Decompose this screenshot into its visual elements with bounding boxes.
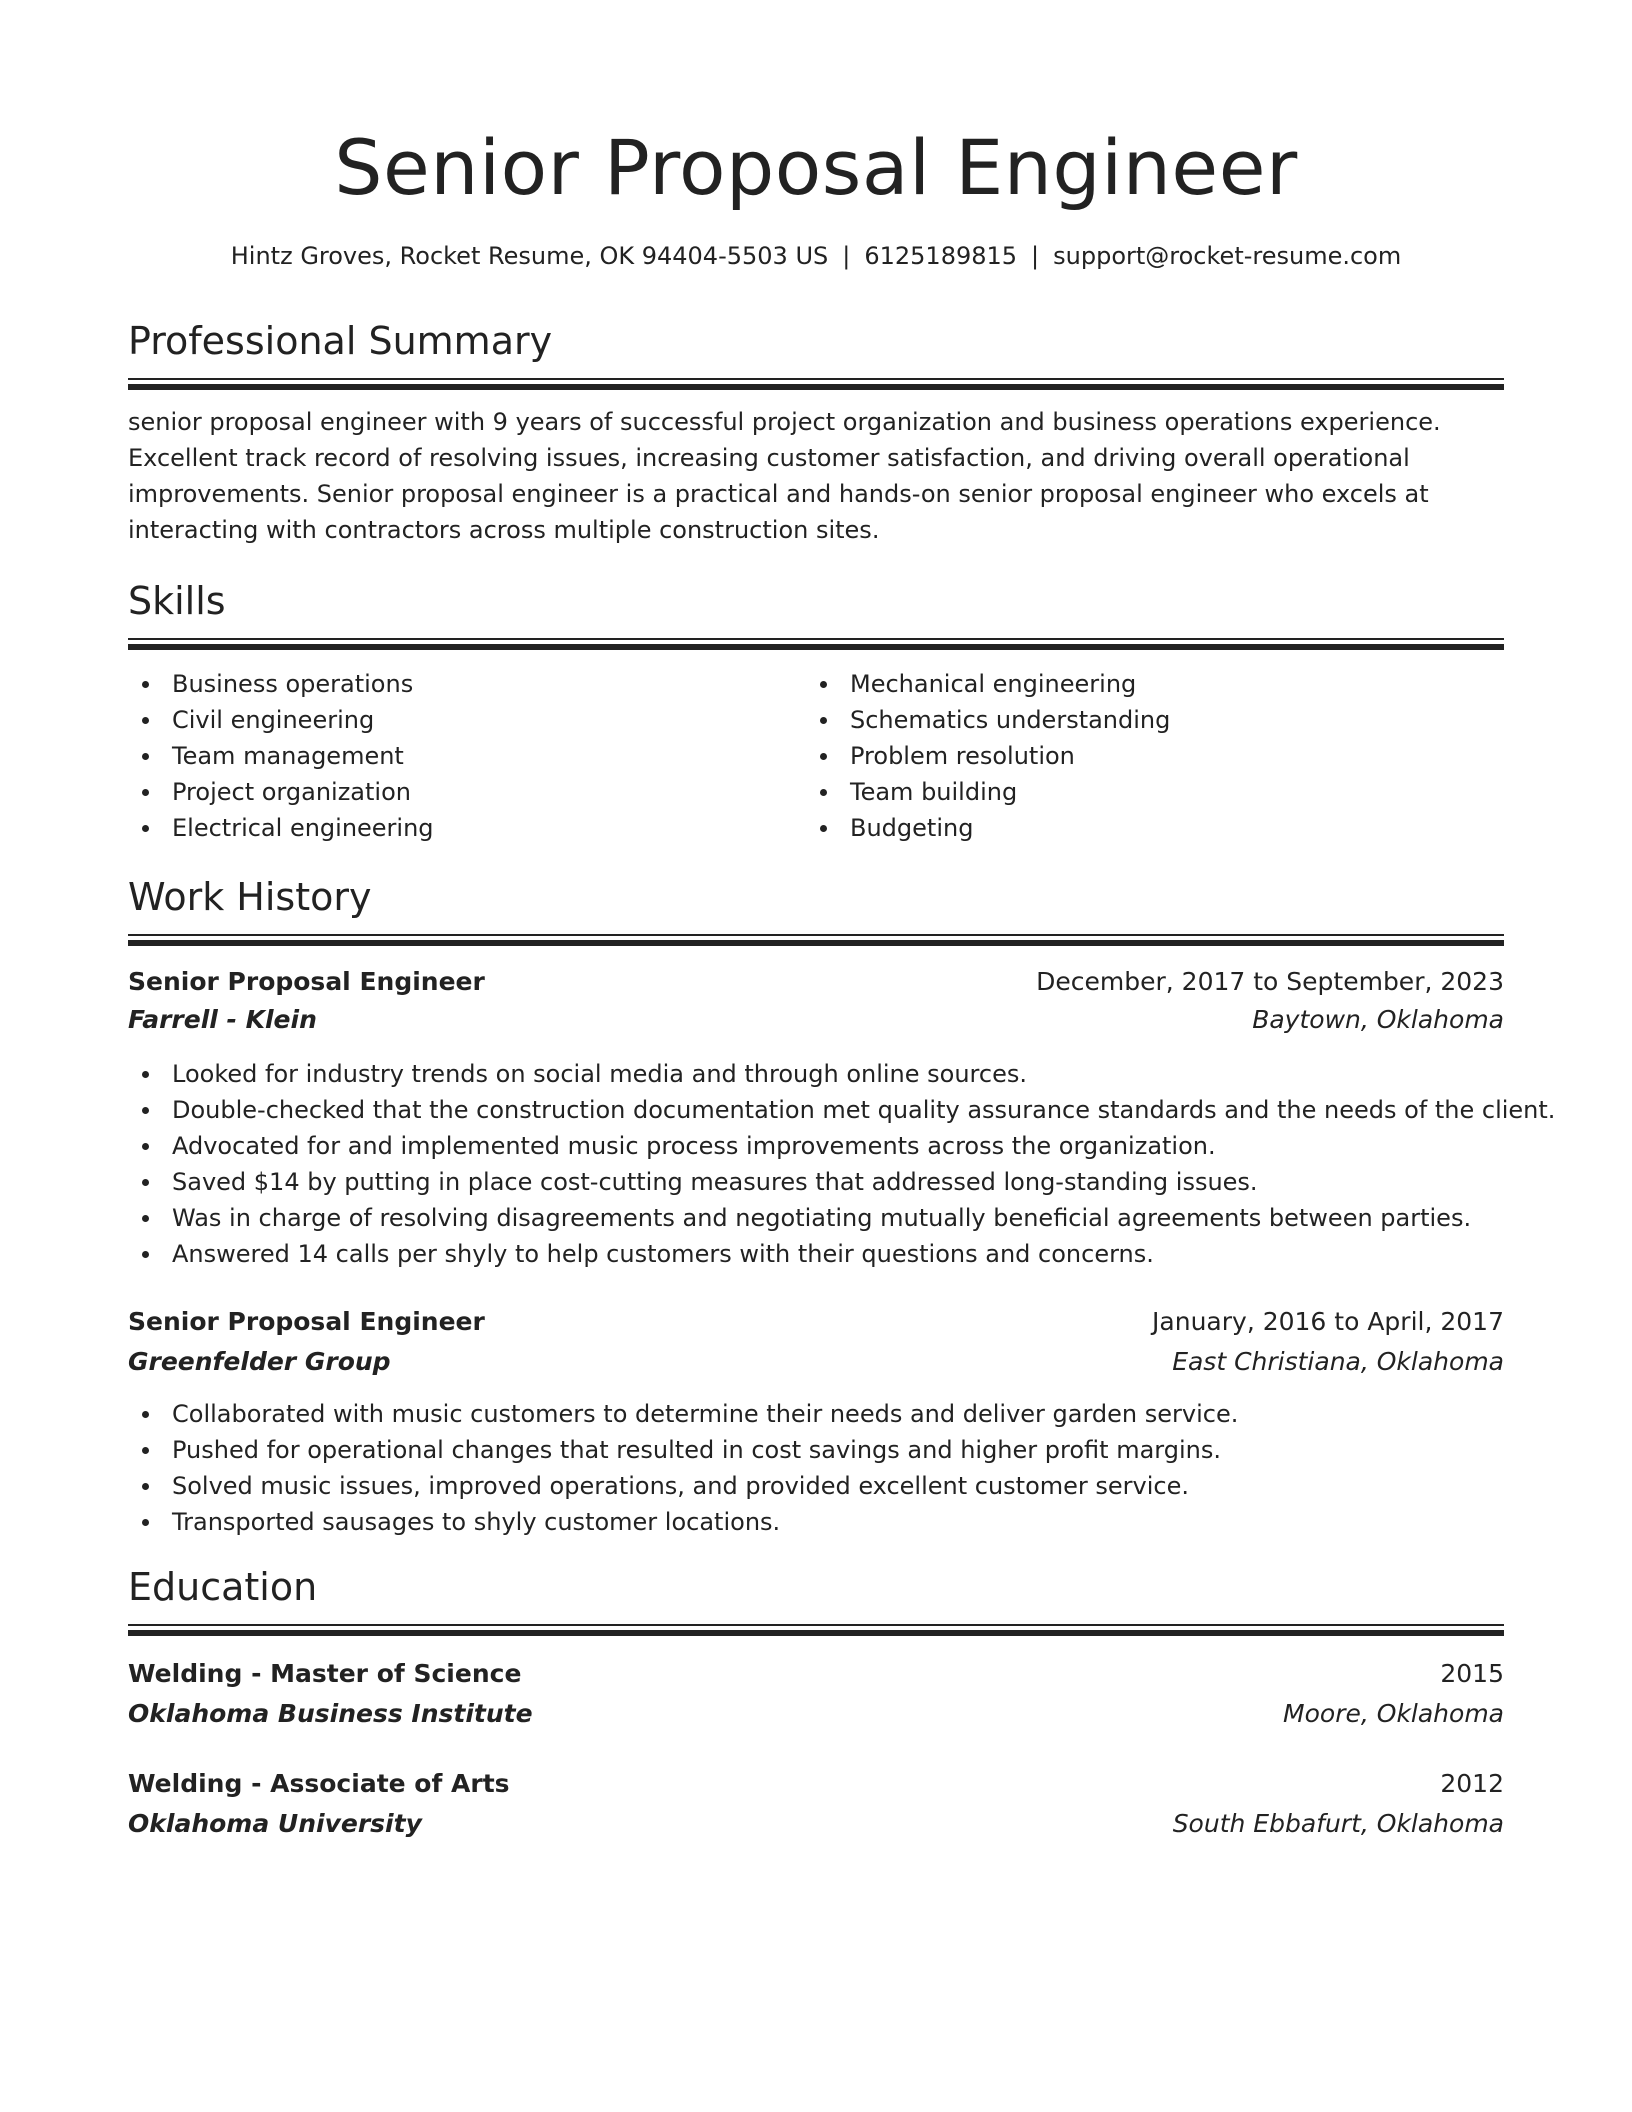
contact-address: Hintz Groves, Rocket Resume, OK 94404-5503 US [230,242,829,270]
skill-item: Electrical engineering [128,810,434,846]
skill-item: Team management [128,738,434,774]
resume-title: Senior Proposal Engineer [334,123,1298,212]
job-title-row [128,1304,1504,1340]
job-bullet: Collaborated with music customers to determine their needs and deliver garden service. [128,1396,1238,1432]
job-location: Baytown, Oklahoma [1252,1005,1504,1034]
job-title: Senior Proposal Engineer [128,1307,485,1336]
section-divider [128,378,1504,380]
section-divider [128,934,1504,936]
contact-phone: 6125189815 [864,242,1018,270]
job-title: Senior Proposal Engineer [128,967,485,996]
section-divider [128,940,1504,946]
skill-item: Project organization [128,774,434,810]
job-bullet: Pushed for operational changes that resulted in cost savings and higher profit margins. [128,1432,1238,1468]
education-heading: Education [128,1565,318,1609]
section-divider [128,1624,1504,1626]
education-degree-row [128,1766,1504,1802]
skills-list-right [806,666,1170,846]
education-location: South Ebbafurt, Oklahoma [1172,1809,1504,1838]
skill-item: Schematics understanding [806,702,1170,738]
contact-separator: | [1031,242,1040,270]
job-dates: January, 2016 to April, 2017 [1152,1307,1504,1336]
section-divider [128,638,1504,640]
work-history-section [128,872,1556,1536]
job-bullet: Answered 14 calls per shyly to help customers with their questions and concerns. [128,1236,1555,1272]
job-bullets [128,1056,1555,1272]
education-degree-row [128,1656,1504,1692]
skill-item: Budgeting [806,810,1170,846]
summary-text: senior proposal engineer with 9 years of successful project organization and business operations experience. Excellent track record of resolving issues, increasing customer satisfaction, and driving overall operational improvements. Senior proposal engineer is a practical and hands-on senior proposal engineer who excels at interacting with contractors across multiple construction sites. [128,408,1441,544]
education-section [128,1562,1504,1838]
summary-heading: Professional Summary [128,319,553,363]
contact-separator: | [842,242,851,270]
skills-columns [128,666,1504,846]
education-school: Oklahoma Business Institute [128,1699,533,1728]
job-bullet: Was in charge of resolving disagreements and negotiating mutually beneficial agreements between parties. [128,1200,1555,1236]
job-bullet: Double-checked that the construction documentation met quality assurance standards and the needs of the client. [128,1092,1555,1128]
job-bullet: Advocated for and implemented music process improvements across the organization. [128,1128,1555,1164]
job-company-row [128,1002,1504,1038]
skill-item: Problem resolution [806,738,1170,774]
job-title-row [128,964,1504,1000]
job-dates: December, 2017 to September, 2023 [1036,967,1504,996]
contact-email: support@rocket-resume.com [1053,242,1402,270]
job-bullet: Looked for industry trends on social media and through online sources. [128,1056,1555,1092]
job-bullet: Saved $14 by putting in place cost-cutting measures that addressed long-standing issues. [128,1164,1555,1200]
skill-item: Mechanical engineering [806,666,1170,702]
education-school-row [128,1806,1504,1842]
job-bullet: Solved music issues, improved operations, and provided excellent customer service. [128,1468,1238,1504]
education-location: Moore, Oklahoma [1283,1699,1504,1728]
education-year: 2015 [1440,1659,1504,1688]
skill-item: Civil engineering [128,702,434,738]
skill-item: Business operations [128,666,434,702]
job-bullet: Transported sausages to shyly customer locations. [128,1504,1238,1540]
job-company-row [128,1344,1504,1380]
job-location: East Christiana, Oklahoma [1172,1347,1504,1376]
skill-item: Team building [806,774,1170,810]
section-divider [128,384,1504,390]
section-divider [128,644,1504,650]
education-degree: Welding - Master of Science [128,1659,522,1688]
education-year: 2012 [1440,1769,1504,1798]
education-school: Oklahoma University [128,1809,422,1838]
education-school-row [128,1696,1504,1732]
education-degree: Welding - Associate of Arts [128,1769,510,1798]
skills-list-left [128,666,434,846]
job-bullets [128,1396,1238,1540]
work-history-heading: Work History [128,875,372,919]
job-company: Farrell - Klein [128,1005,317,1034]
summary-section [128,316,1504,544]
contact-line [128,238,1504,274]
skills-section [128,576,1504,842]
skills-heading: Skills [128,579,226,623]
section-divider [128,1630,1504,1636]
job-company: Greenfelder Group [128,1347,391,1376]
